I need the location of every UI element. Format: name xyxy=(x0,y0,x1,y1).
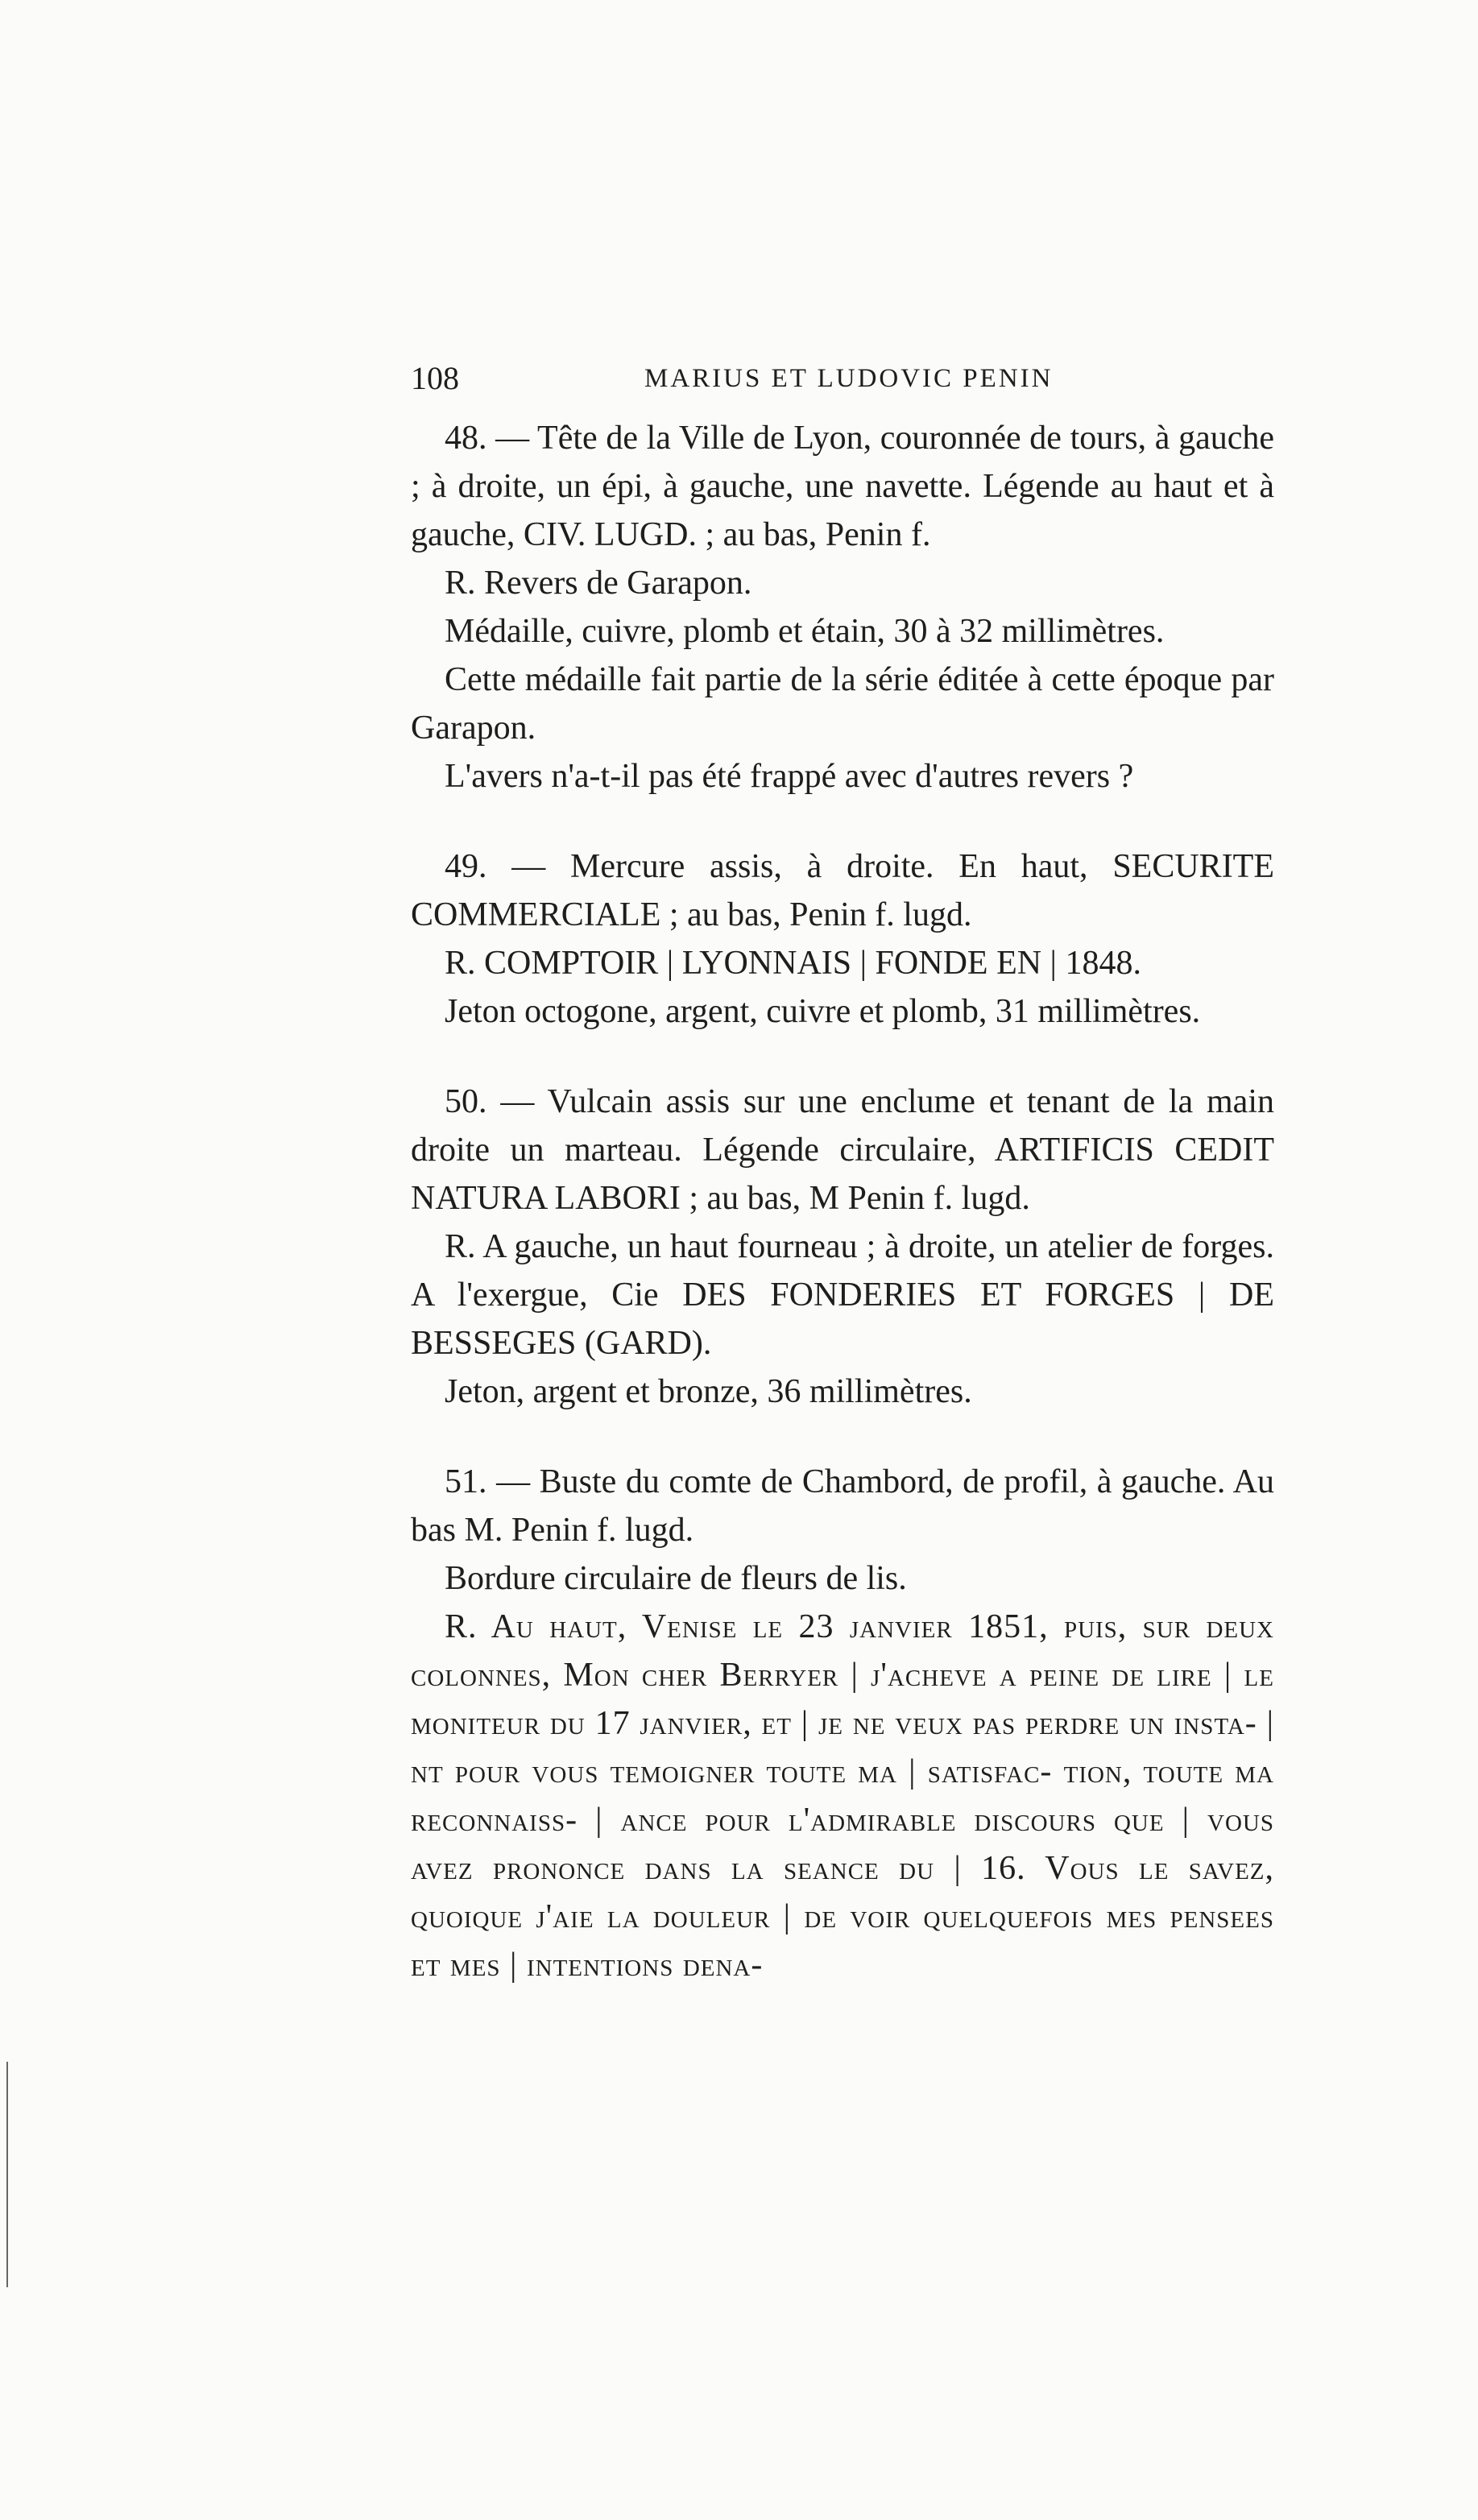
page-body xyxy=(411,414,1274,1989)
entry-51-reverse: R. Au haut, Venise le 23 janvier 1851, puis, sur deux colonnes, Mon cher Berryer | j'acheve a peine de lire | le moniteur du 17 janvier, et | je ne veux pas perdre un insta- | nt pour vous temoigner toute ma | satisfac- tion, toute ma reconnaiss- | ance pour l'admirable discours que | vous avez prononce dans la seance du | 16. Vous le savez, quoique j'aie la douleur | de voir quelquefois mes pensees et mes | intentions dena- xyxy=(411,1608,1274,1984)
entry-51-border: Bordure circulaire de fleurs de lis. xyxy=(445,1560,907,1597)
entry-48-reverse: R. Revers de Garapon. xyxy=(445,565,752,602)
entry-48-material: Médaille, cuivre, plomb et étain, 30 à 32 millimètres. xyxy=(445,613,1165,650)
scan-edge-mark xyxy=(6,2062,8,2287)
entry-50-reverse: R. A gauche, un haut fourneau ; à droite, un atelier de forges. A l'exergue, Cie DES FONDERIES ET FORGES | DE BESSEGES (GARD). xyxy=(411,1228,1274,1362)
entry-48 xyxy=(411,414,1274,801)
entry-48-note: Cette médaille fait partie de la série éditée à cette époque par Garapon. xyxy=(411,661,1274,747)
page-number: 108 xyxy=(411,360,459,396)
running-title: MARIUS ET LUDOVIC PENIN xyxy=(644,364,1054,393)
entry-51-description: 51. — Buste du comte de Chambord, de profil, à gauche. Au bas M. Penin f. lugd. xyxy=(411,1463,1274,1549)
entry-50-description: 50. — Vulcain assis sur une enclume et tenant de la main droite un marteau. Légende circulaire, ARTIFICIS CEDIT NATURA LABORI ; au bas, M Penin f. lugd. xyxy=(411,1083,1274,1217)
page-header xyxy=(411,354,1274,403)
entry-49-description: 49. — Mercure assis, à droite. En haut, SECURITE COMMERCIALE ; au bas, Penin f. lugd. xyxy=(411,848,1274,933)
entry-49 xyxy=(411,842,1274,1036)
entry-49-material: Jeton octogone, argent, cuivre et plomb, 31 millimètres. xyxy=(445,993,1201,1030)
entry-48-description: 48. — Tête de la Ville de Lyon, couronnée de tours, à gauche ; à droite, un épi, à gauche, une navette. Légende au haut et à gauche, CIV. LUGD. ; au bas, Penin f. xyxy=(411,420,1274,553)
book-page xyxy=(411,354,1274,1989)
entry-48-question: L'avers n'a-t-il pas été frappé avec d'autres revers ? xyxy=(445,758,1134,795)
entry-50 xyxy=(411,1078,1274,1416)
entry-51 xyxy=(411,1458,1274,1989)
entry-50-material: Jeton, argent et bronze, 36 millimètres. xyxy=(445,1373,972,1410)
entry-49-reverse: R. COMPTOIR | LYONNAIS | FONDE EN | 1848. xyxy=(445,945,1141,982)
